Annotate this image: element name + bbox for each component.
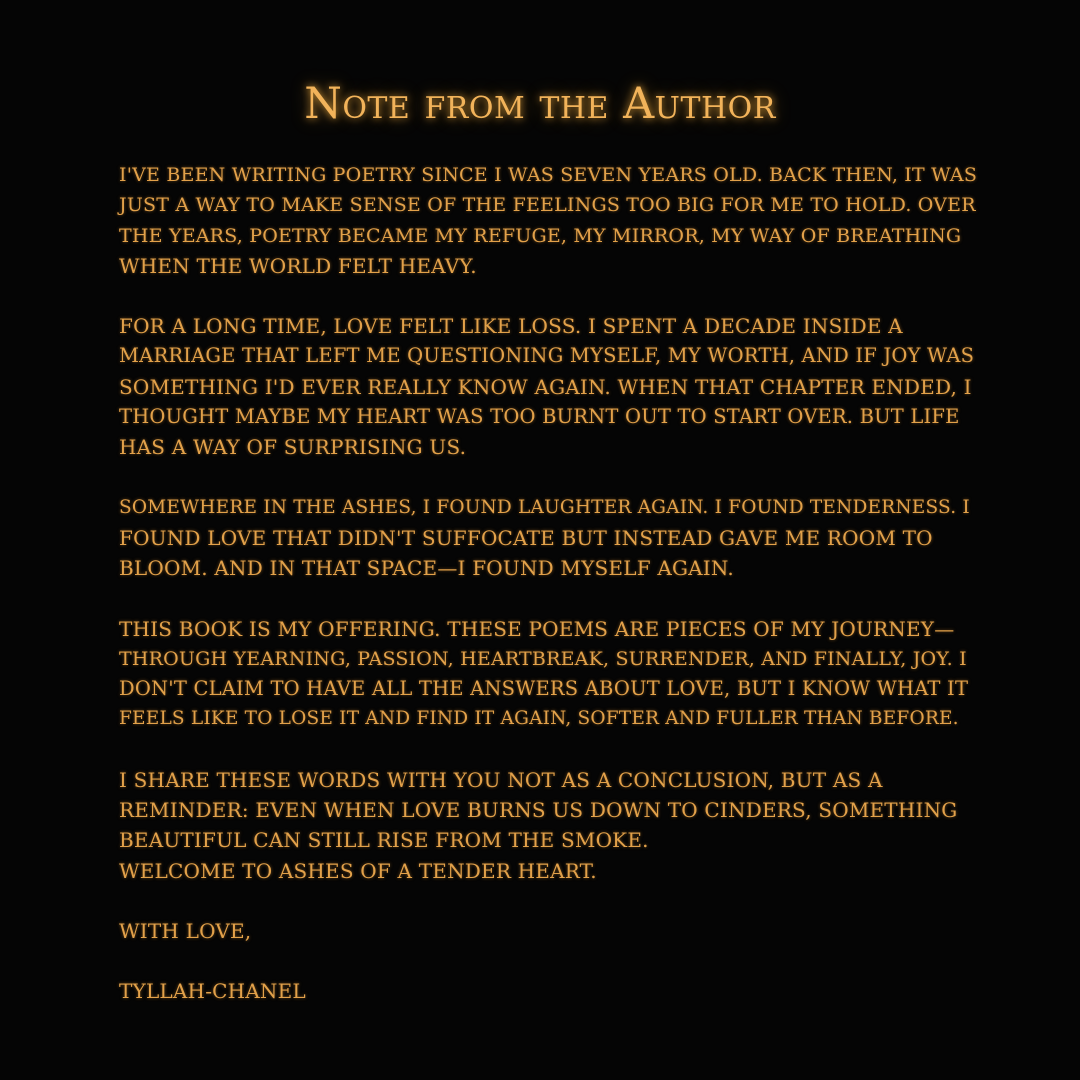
signature-text: TYLLAH-CHANEL xyxy=(119,979,306,1004)
text-line: WELCOME TO ASHES OF A TENDER HEART. xyxy=(119,858,597,883)
text-line: I SHARE THESE WORDS WITH YOU NOT AS A CONCLUSION, BUT AS A xyxy=(119,767,883,792)
text-line: SOMEWHERE IN THE ASHES, I FOUND LAUGHTER AGAIN. I FOUND TENDERNESS. I xyxy=(119,496,970,518)
text-line: THE YEARS, POETRY BECAME MY REFUGE, MY MIRROR, MY WAY OF BREATHING xyxy=(119,224,962,247)
text-line: MARRIAGE THAT LEFT ME QUESTIONING MYSELF, MY WORTH, AND IF JOY WAS xyxy=(119,344,975,368)
text-line: BEAUTIFUL CAN STILL RISE FROM THE SMOKE. xyxy=(119,828,649,853)
page-title: Note from the Author xyxy=(304,79,776,129)
paragraph-4 xyxy=(119,614,969,735)
paragraph-2 xyxy=(119,311,975,462)
text-line: REMINDER: EVEN WHEN LOVE BURNS US DOWN TO CINDERS, SOMETHING xyxy=(119,798,958,823)
text-line: FEELS LIKE TO LOSE IT AND FIND IT AGAIN, SOFTER AND FULLER THAN BEFORE. xyxy=(119,708,959,730)
text-line: WHEN THE WORLD FELT HEAVY. xyxy=(119,253,477,278)
closing-line xyxy=(119,916,969,946)
text-line: I'VE BEEN WRITING POETRY SINCE I WAS SEVEN YEARS OLD. BACK THEN, IT WAS xyxy=(119,164,978,186)
text-line: FOR A LONG TIME, LOVE FELT LIKE LOSS. I SPENT A DECADE INSIDE A xyxy=(119,314,903,339)
note-body xyxy=(119,160,978,1007)
paragraph-3 xyxy=(119,493,969,584)
paragraph-5 xyxy=(119,765,969,886)
text-line: HAS A WAY OF SURPRISING US. xyxy=(119,435,467,460)
text-line: THOUGHT MAYBE MY HEART WAS TOO BURNT OUT TO START OVER. BUT LIFE xyxy=(119,405,960,429)
text-line: BLOOM. AND IN THAT SPACE—I FOUND MYSELF AGAIN. xyxy=(119,556,734,581)
closing-text: WITH LOVE, xyxy=(119,918,252,943)
text-line: THROUGH YEARNING, PASSION, HEARTBREAK, SURRENDER, AND FINALLY, JOY. I xyxy=(119,647,967,670)
text-line: DON'T CLAIM TO HAVE ALL THE ANSWERS ABOUT LOVE, BUT I KNOW WHAT IT xyxy=(119,677,969,701)
text-line: FOUND LOVE THAT DIDN'T SUFFOCATE BUT INSTEAD GAVE ME ROOM TO xyxy=(119,525,933,550)
text-line: SOMETHING I'D EVER REALLY KNOW AGAIN. WHEN THAT CHAPTER ENDED, I xyxy=(119,374,972,399)
text-line: THIS BOOK IS MY OFFERING. THESE POEMS ARE PIECES OF MY JOURNEY— xyxy=(119,616,955,641)
paragraph-1 xyxy=(119,160,978,281)
signature xyxy=(119,976,969,1006)
text-line: JUST A WAY TO MAKE SENSE OF THE FEELINGS TOO BIG FOR ME TO HOLD. OVER xyxy=(119,194,976,217)
